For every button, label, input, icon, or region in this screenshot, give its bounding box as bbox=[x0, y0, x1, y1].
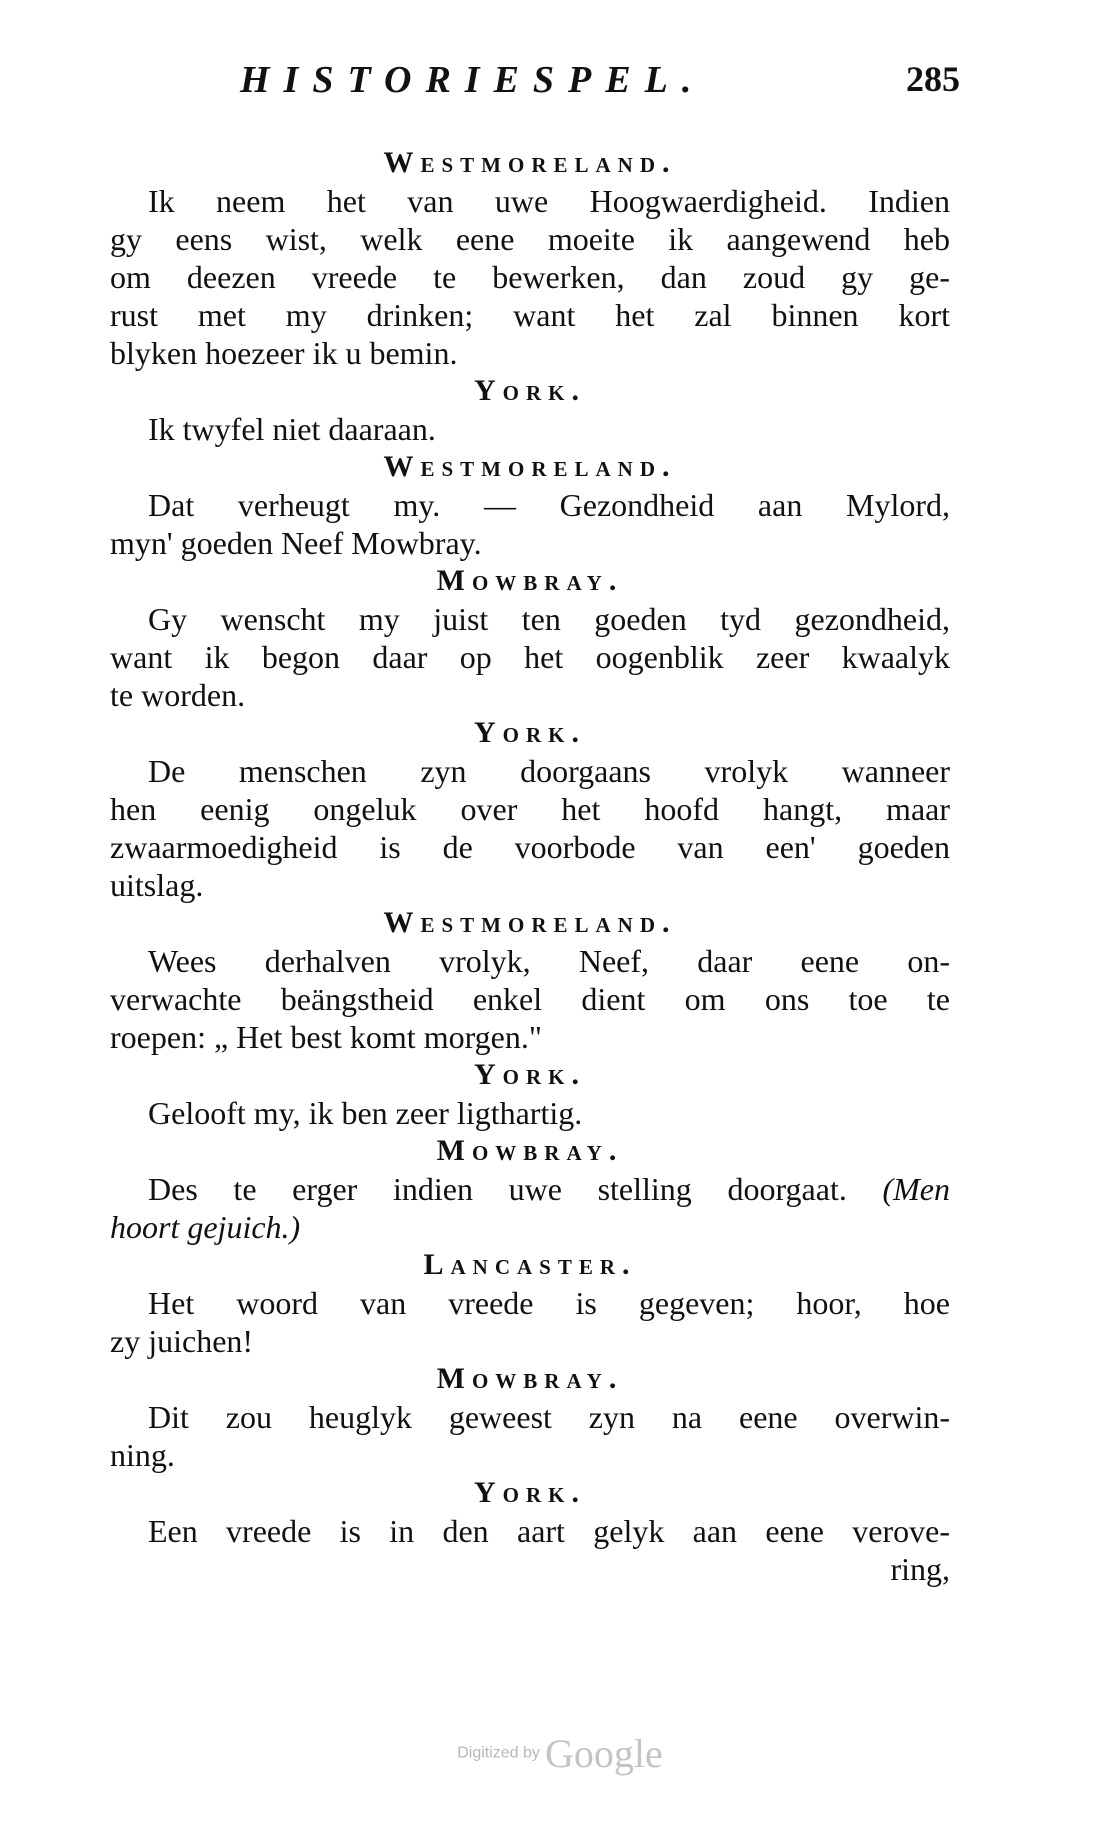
speech-block bbox=[110, 1170, 950, 1246]
speech-line: Gelooft my, ik ben zeer ligthartig. bbox=[148, 1095, 583, 1131]
speech-line: rust met my drinken; want het zal binnen kort bbox=[110, 297, 950, 333]
watermark-prefix: Digitized by bbox=[457, 1744, 540, 1762]
speaker-heading: Mowbray. bbox=[436, 1362, 624, 1395]
speech-block bbox=[110, 1398, 950, 1474]
speech-line: hen eenig ongeluk over het hoofd hangt, maar bbox=[110, 791, 950, 827]
speech-line: roepen: „ Het best komt morgen." bbox=[110, 1019, 542, 1055]
speech-line: Een vreede is in den aart gelyk aan eene verove- bbox=[148, 1513, 950, 1549]
speaker-heading: York. bbox=[474, 1058, 586, 1091]
speaker-heading: Westmoreland. bbox=[383, 450, 677, 483]
speech-line: want ik begon daar op het oogenblik zeer kwaalyk bbox=[110, 639, 950, 675]
dialogue-text bbox=[110, 144, 950, 1588]
speaker-heading: Westmoreland. bbox=[383, 146, 677, 179]
speech-block bbox=[110, 1094, 950, 1132]
speech-line: om deezen vreede te bewerken, dan zoud gy ge- bbox=[110, 259, 950, 295]
speech-line: De menschen zyn doorgaans vrolyk wanneer bbox=[148, 753, 950, 789]
speech-text: Des te erger indien uwe stelling doorgaat. bbox=[148, 1171, 847, 1207]
digitization-watermark bbox=[0, 1730, 1120, 1777]
speech-line: gy eens wist, welk eene moeite ik aangewend heb bbox=[110, 221, 950, 257]
speech-line: Dit zou heuglyk geweest zyn na eene overwin- bbox=[148, 1399, 950, 1435]
speech-line: zwaarmoedigheid is de voorbode van een' goeden bbox=[110, 829, 950, 865]
speech-line: Ik twyfel niet daaraan. bbox=[148, 411, 436, 447]
speaker-heading: Lancaster. bbox=[423, 1248, 637, 1281]
speech-line: myn' goeden Neef Mowbray. bbox=[110, 525, 482, 561]
speaker-heading: York. bbox=[474, 374, 586, 407]
stage-direction: hoort gejuich.) bbox=[110, 1209, 301, 1245]
speech-line: Ik neem het van uwe Hoogwaerdigheid. Indien bbox=[148, 183, 950, 219]
speaker-heading: York. bbox=[474, 1476, 586, 1509]
running-title: HISTORIESPEL. bbox=[240, 59, 706, 101]
speech-block bbox=[110, 600, 950, 714]
speech-block bbox=[110, 182, 950, 372]
speaker-heading: Mowbray. bbox=[436, 1134, 624, 1167]
speech-block bbox=[110, 752, 950, 904]
stage-direction: (Men bbox=[882, 1171, 950, 1207]
running-head bbox=[240, 58, 960, 108]
speech-line: Het woord van vreede is gegeven; hoor, hoe bbox=[148, 1285, 950, 1321]
speaker-heading: York. bbox=[474, 716, 586, 749]
speaker-heading: Westmoreland. bbox=[383, 906, 677, 939]
speech-line: Dat verheugt my. — Gezondheid aan Mylord, bbox=[148, 487, 950, 523]
speech-block bbox=[110, 1512, 950, 1588]
speech-block bbox=[110, 486, 950, 562]
speech-line: blyken hoezeer ik u bemin. bbox=[110, 335, 458, 371]
speech-line: uitslag. bbox=[110, 867, 204, 903]
speech-block bbox=[110, 1284, 950, 1360]
google-logo: Google bbox=[545, 1731, 663, 1776]
catchword: ring, bbox=[890, 1551, 950, 1587]
speech-block bbox=[110, 410, 950, 448]
speech-block bbox=[110, 942, 950, 1056]
speech-line: ning. bbox=[110, 1437, 175, 1473]
speech-line: verwachte beängstheid enkel dient om ons toe te bbox=[110, 981, 950, 1017]
speech-line: Wees derhalven vrolyk, Neef, daar eene on- bbox=[148, 943, 950, 979]
speaker-heading: Mowbray. bbox=[436, 564, 624, 597]
page-number: 285 bbox=[906, 59, 960, 99]
speech-line bbox=[110, 1170, 950, 1208]
speech-line: Gy wenscht my juist ten goeden tyd gezondheid, bbox=[148, 601, 950, 637]
speech-line: te worden. bbox=[110, 677, 246, 713]
speech-line: zy juichen! bbox=[110, 1323, 254, 1359]
